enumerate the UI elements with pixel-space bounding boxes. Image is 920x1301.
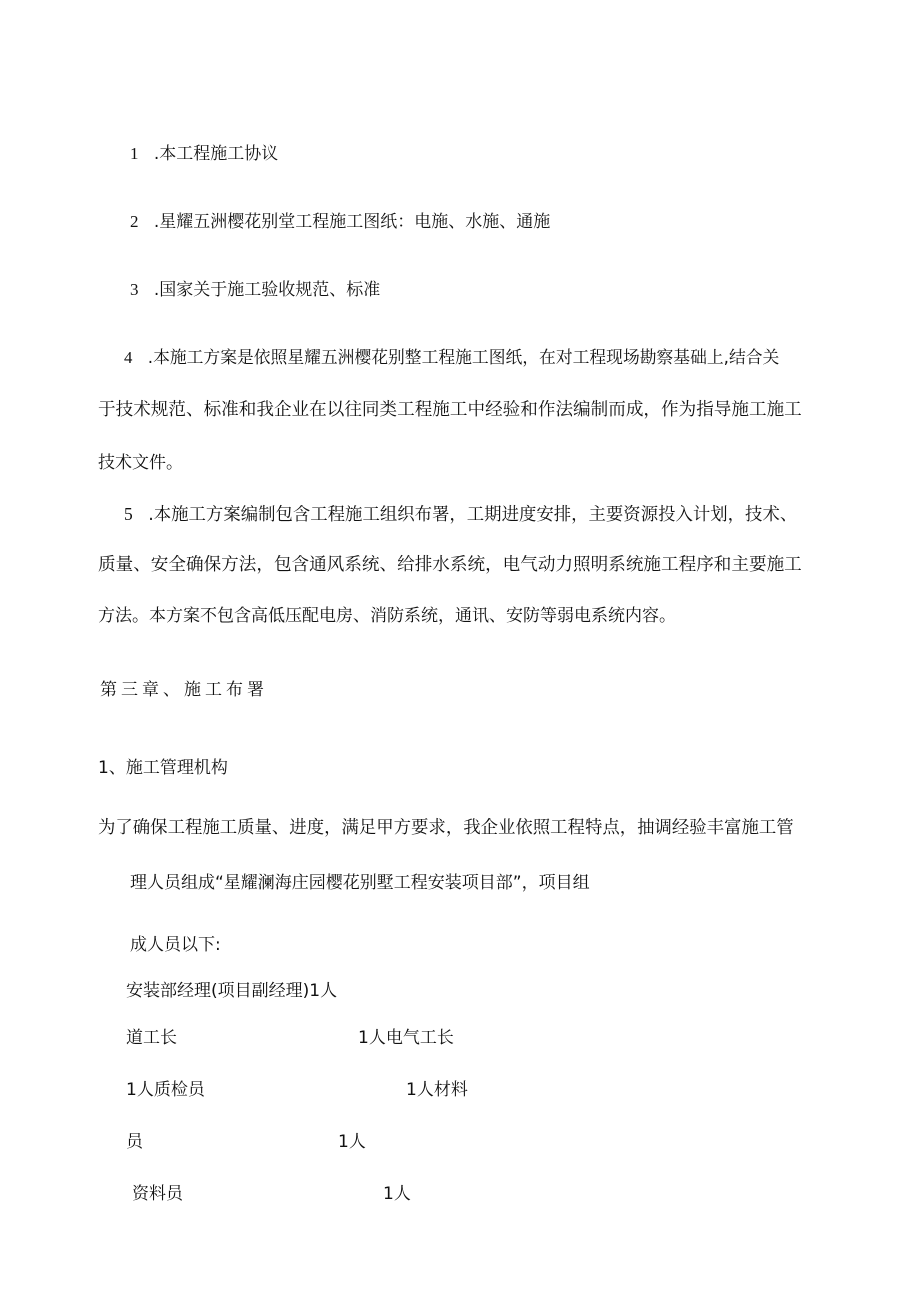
list-item-1 — [130, 145, 278, 163]
list-item-3 — [130, 281, 380, 299]
item-text: .星耀五洲樱花别堂工程施工图纸：电施、水施、通施 — [153, 212, 551, 232]
staff-row-2-label: 道工长 — [126, 1028, 177, 1048]
staff-row-2-value: 1人电气工长 — [358, 1028, 454, 1048]
item-text: .本工程施工协议 — [153, 144, 279, 164]
chapter-heading: 第三章、施工布署 — [100, 680, 268, 700]
item-number: 1 — [130, 144, 139, 163]
item-text: .国家关于施工验收规范、标准 — [153, 280, 381, 300]
item-text: .本施工方案编制包含工程施工组织布署，工期进度安排，主要资源投入计划，技术、 — [148, 505, 798, 525]
paragraph-line-1: 为了确保工程施工质量、进度，满足甲方要求，我企业依照工程特点，抽调经验丰富施工管 — [98, 818, 794, 838]
staff-row-5-label: 资料员 — [132, 1184, 183, 1204]
staff-row-5-value: 1人 — [383, 1184, 411, 1204]
list-item-5 — [124, 506, 797, 524]
item-5-continuation-2: 方法。本方案不包含高低压配电房、消防系统，通讯、安防等弱电系统内容。 — [98, 606, 676, 626]
item-5-continuation-1: 质量、安全确保方法，包含通风系统、给排水系统，电气动力照明系统施工程序和主要施工 — [98, 555, 802, 575]
staff-row-1: 安装部经理(项目副经理)1人 — [126, 981, 338, 1001]
item-number: 2 — [130, 212, 139, 231]
paragraph-line-3: 成人员以下: — [130, 935, 221, 955]
item-4-continuation-1: 于技术规范、标准和我企业在以往同类工程施工中经验和作法编制而成，作为指导施工施工 — [98, 400, 802, 420]
staff-row-3-value: 1人材料 — [406, 1080, 468, 1100]
paragraph-line-2: 理人员组成“星耀澜海庄园樱花别墅工程安装项目部”，项目组 — [130, 873, 590, 893]
item-text: .本施工方案是依照星耀五洲樱花别整工程施工图纸，在对工程现场勘察基础上,结合关 — [147, 347, 780, 367]
staff-row-3-label: 1人质检员 — [126, 1080, 205, 1100]
item-4-continuation-2: 技术文件。 — [98, 453, 183, 473]
section-heading: 1、施工管理机构 — [98, 758, 228, 778]
item-number: 5 — [124, 504, 133, 524]
list-item-4 — [124, 349, 779, 367]
staff-row-4-label: 员 — [126, 1132, 143, 1152]
staff-row-4-value: 1人 — [338, 1132, 366, 1152]
item-number: 4 — [124, 348, 133, 367]
list-item-2 — [130, 213, 550, 231]
item-number: 3 — [130, 280, 139, 299]
